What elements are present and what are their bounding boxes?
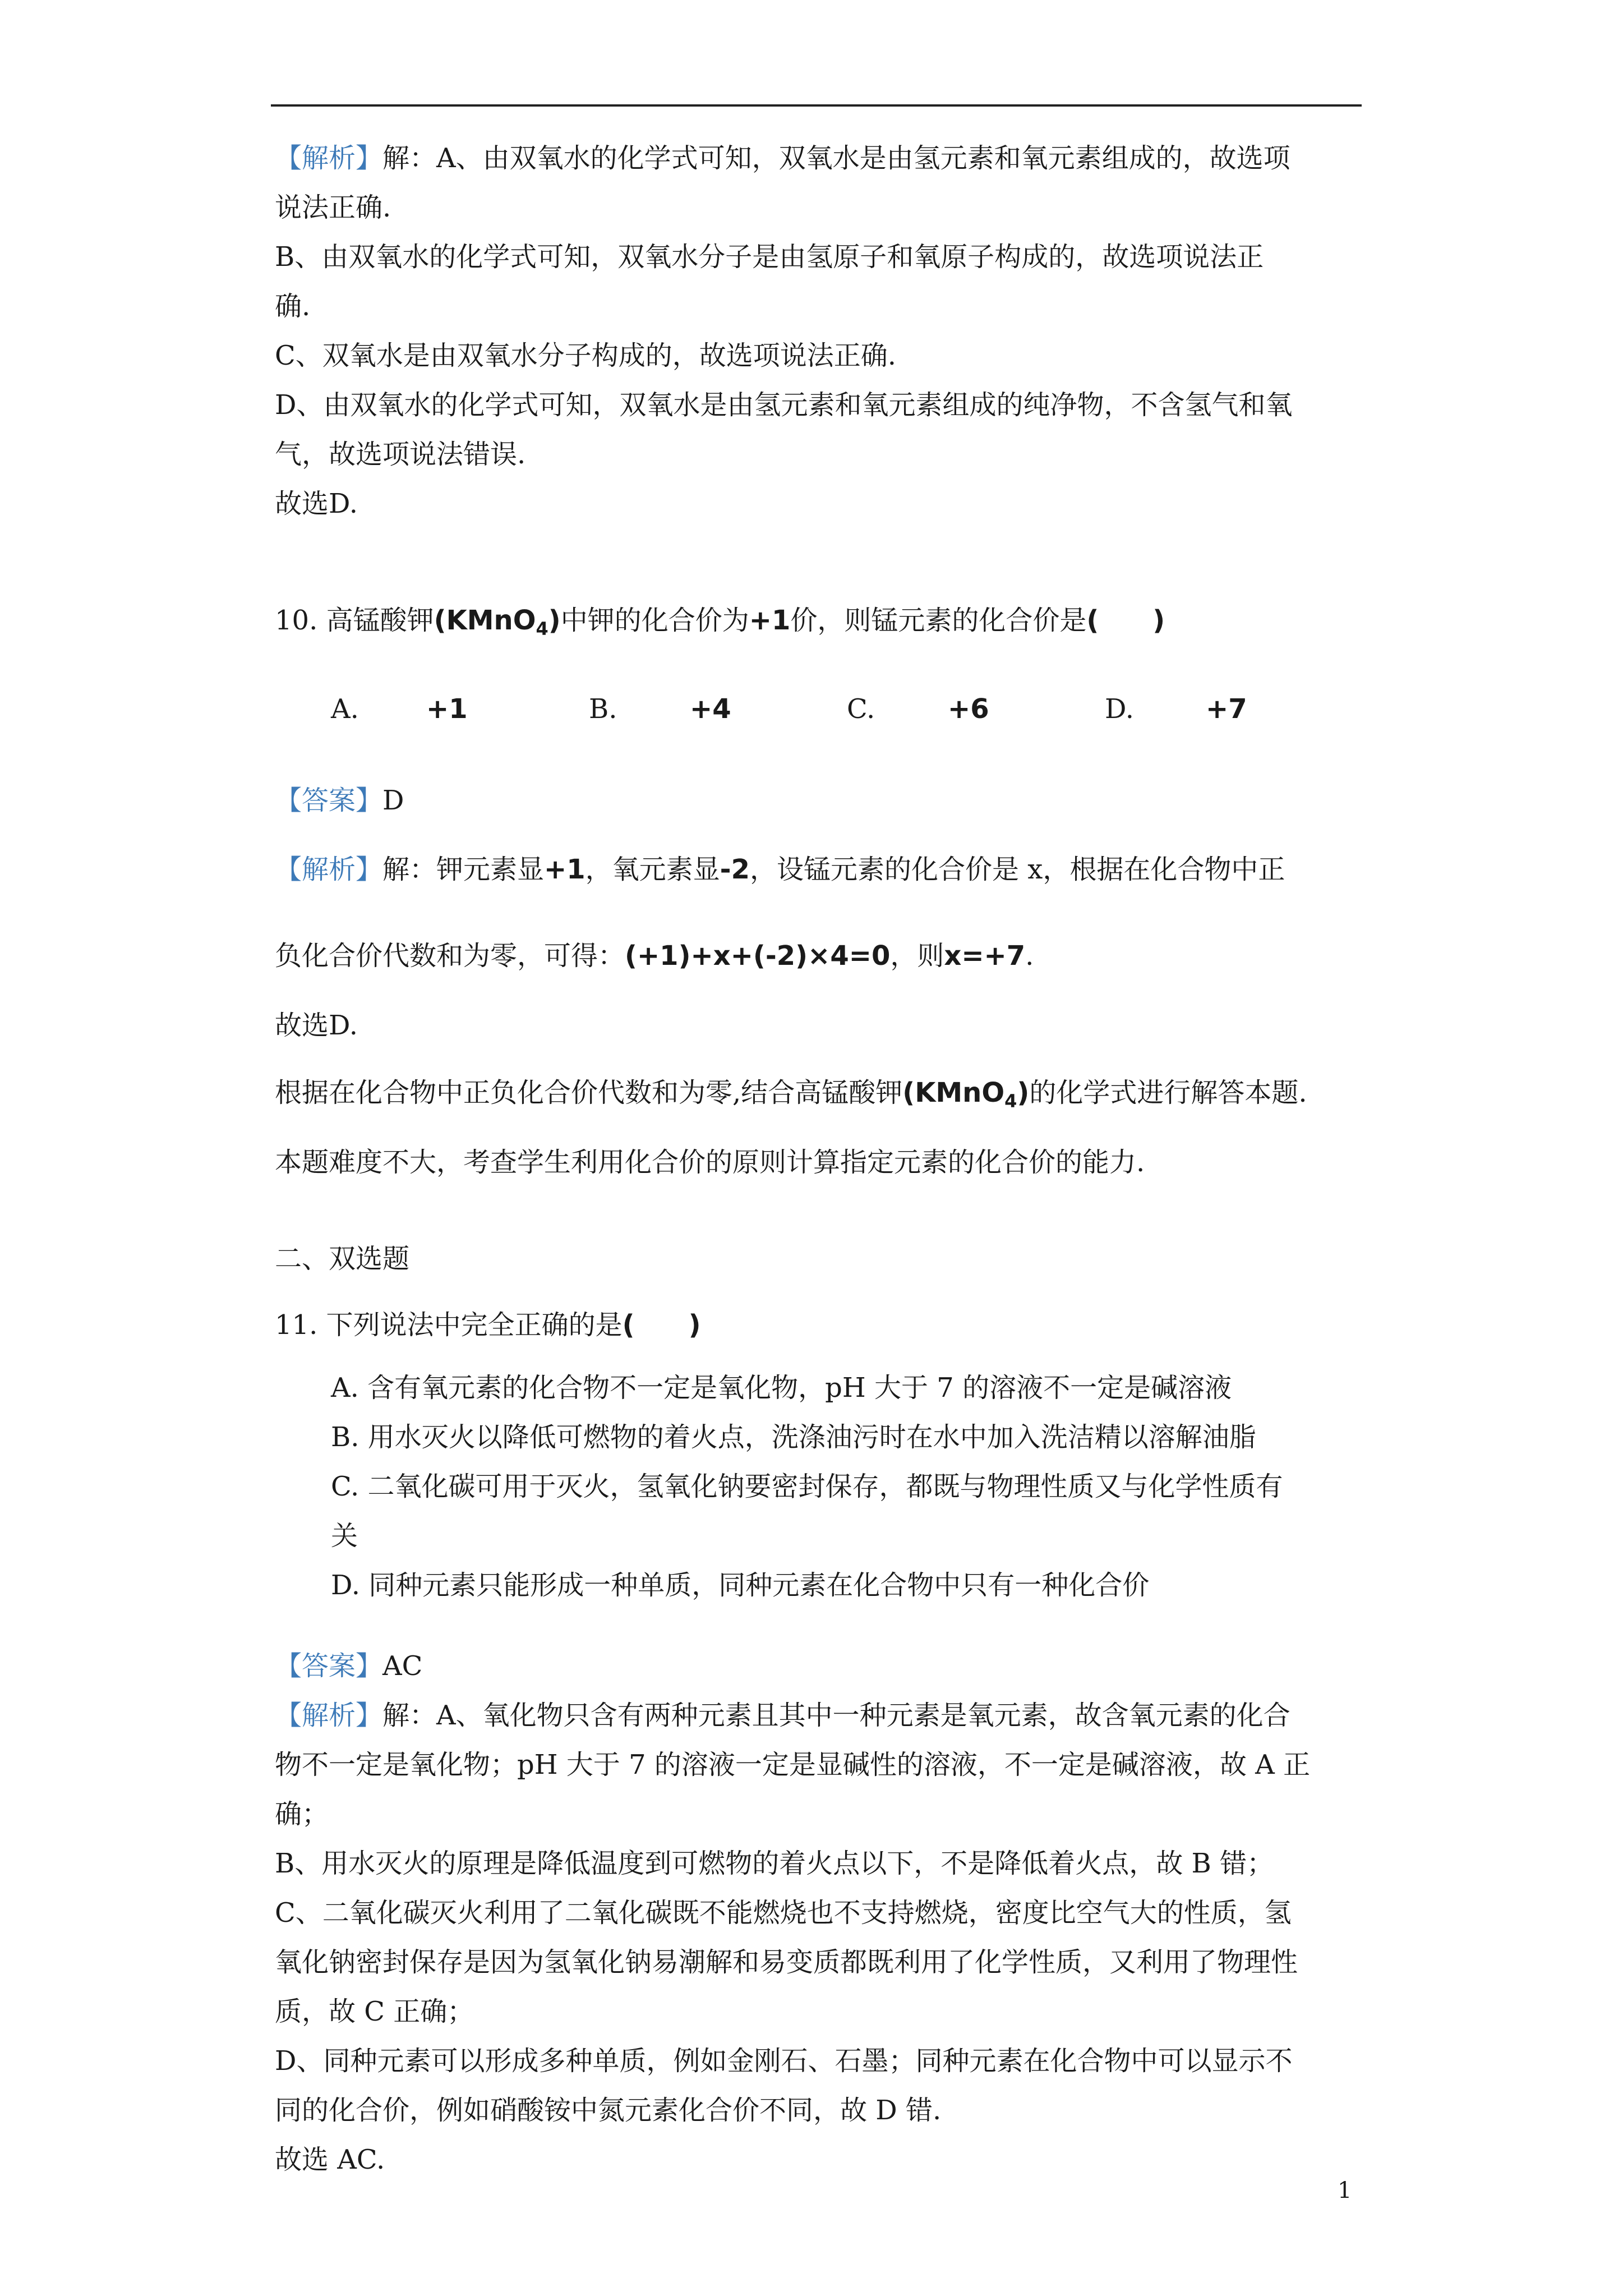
explanation-line: 【解析】解：钾元素显+1，氧元素显-2，设锰元素的化合价是 x，根据在化合物中正 (275, 854, 1285, 885)
explanation-line: 确； (275, 1798, 329, 1830)
header-rule (271, 104, 1362, 107)
option-b: B. 用水灭火以降低可燃物的着火点，洗涤油污时在水中加入洗洁精以溶解油脂 (331, 1421, 1256, 1453)
explanation-line: 负化合价代数和为零，可得：(+1)+x+(-2)×4=0，则x=+7. (275, 940, 1034, 972)
explanation-line: 说法正确. (275, 192, 391, 223)
section-heading: 二、双选题 (275, 1243, 410, 1274)
option-c-value: +6 (948, 693, 989, 725)
page-number: 1 (1338, 2178, 1352, 2203)
equation: (+1)+x+(-2)×4=0 (625, 940, 891, 972)
option-c-label: C. (847, 693, 875, 725)
answer-value: AC (382, 1650, 423, 1682)
analysis-tag: 【解析】 (275, 142, 383, 174)
explanation-line: D、由双氧水的化学式可知，双氧水是由氢元素和氧元素组成的纯净物，不含氢气和氧 (275, 389, 1293, 421)
explanation-line: 质，故 C 正确； (275, 1996, 474, 2027)
answer-tag: 【答案】 (275, 785, 383, 816)
answer-value: D (382, 785, 404, 816)
result: x=+7 (944, 940, 1026, 972)
option-c: C. 二氧化碳可用于灭火，氢氧化钠要密封保存，都既与物理性质又与化学性质有 (331, 1471, 1283, 1502)
explanation-line: 【解析】解：A、由双氧水的化学式可知，双氧水是由氢元素和氧元素组成的，故选项 (275, 142, 1290, 174)
option-d-label: D. (1105, 693, 1135, 725)
explanation-line: B、用水灭火的原理是降低温度到可燃物的着火点以下，不是降低着火点，故 B 错； (275, 1848, 1274, 1879)
option-b-label: B. (589, 693, 617, 725)
option-a-label: A. (331, 693, 359, 725)
conclusion-line: 故选D. (275, 1010, 358, 1041)
question-11-stem: 11. 下列说法中完全正确的是( ) (275, 1309, 701, 1341)
option-b-value: +4 (690, 693, 731, 725)
explanation-line: B、由双氧水的化学式可知，双氧水分子是由氢原子和氧原子构成的，故选项说法正 (275, 241, 1264, 273)
explanation-line: C、二氧化碳灭火利用了二氧化碳既不能燃烧也不支持燃烧，密度比空气大的性质，氢 (275, 1897, 1292, 1929)
conclusion-line: 故选D. (275, 488, 358, 519)
option-a: A. 含有氧元素的化合物不一定是氧化物，pH 大于 7 的溶液不一定是碱溶液 (331, 1372, 1232, 1404)
option-a-value: +1 (426, 693, 468, 725)
option-c-continued: 关 (331, 1520, 358, 1552)
question-number: 10. (275, 605, 318, 636)
explanation-line: 【解析】解：A、氧化物只含有两种元素且其中一种元素是氧元素，故含氧元素的化合 (275, 1700, 1290, 1731)
explanation-line: 同的化合价，例如硝酸铵中氮元素化合价不同，故 D 错. (275, 2095, 942, 2126)
option-d-value: +7 (1206, 693, 1247, 725)
answer-line (275, 1648, 1374, 1684)
explanation-line: 气，故选项说法错误. (275, 439, 526, 470)
explanation-line: 氧化钠密封保存是因为氢氧化钠易潮解和易变质都既利用了化学性质，又利用了物理性 (275, 1947, 1298, 1978)
explanation-line: D、同种元素可以形成多种单质，例如金刚石、石墨；同种元素在化合物中可以显示不 (275, 2045, 1293, 2077)
explanation-line: 本题难度不大，考查学生利用化合价的原则计算指定元素的化合价的能力. (275, 1147, 1145, 1178)
analysis-tag: 【解析】 (275, 854, 383, 885)
answer-tag: 【答案】 (275, 1650, 383, 1682)
explanation-line: 确. (275, 291, 311, 322)
analysis-tag: 【解析】 (275, 1700, 383, 1731)
conclusion-line: 故选 AC. (275, 2144, 385, 2175)
explanation-line: C、双氧水是由双氧水分子构成的，故选项说法正确. (275, 340, 896, 371)
question-10-stem: 10. 高锰酸钾(KMnO$_4$)中钾的化合价为+1价，则锰元素的化合价是( ) (275, 605, 1165, 639)
answer-line (275, 783, 1374, 818)
explanation-line: 物不一定是氧化物；pH 大于 7 的溶液一定是显碱性的溶液，不一定是碱溶液，故 A 正 (275, 1749, 1311, 1780)
question-number: 11. (275, 1309, 318, 1341)
explanation-line: 根据在化合物中正负化合价代数和为零,结合高锰酸钾(KMnO$_4$)的化学式进行解答本题. (275, 1077, 1307, 1112)
option-d: D. 同种元素只能形成一种单质，同种元素在化合物中只有一种化合价 (331, 1570, 1150, 1601)
